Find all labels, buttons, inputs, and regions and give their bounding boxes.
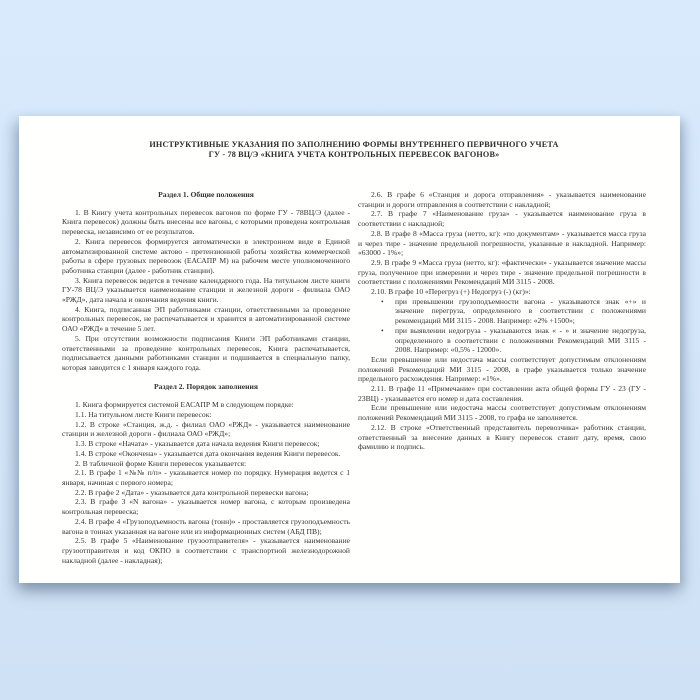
paragraph-s2-2: 2. В табличной форме Книги перевесок указывается: xyxy=(75,458,247,468)
section-2-heading: Раздел 2. Порядок заполнения xyxy=(154,381,258,391)
paragraph-s2-2-4: 2.4. В графе 4 «Грузоподъемность вагона (тонн)» - проставляется грузоподъемность вагона в тоннах указанная на вагоне или из информационных систем (АБД ПВ); xyxy=(62,516,350,536)
paragraph-s1-2: 2. Книга перевесок формируется автоматически в электронном виде в Единой автоматизированной системе актово - претензионной работы хозяйства коммерческой работы в сфере грузовых перевозок (ЕАСАПР М) на рабочем месте уполномоченного работника станции (далее - работник станции). xyxy=(62,236,350,275)
paragraph-s2-2-6: 2.6. В графе 6 «Станция и дорога отправления» - указывается наименование станции и дороги отправления в соответствии с накладной; xyxy=(358,190,646,209)
document-columns xyxy=(62,190,646,565)
document-title xyxy=(62,140,646,160)
paragraph-s2-1: 1. Книга формируется системой ЕАСАПР М в следующем порядке: xyxy=(75,400,294,410)
paragraph-s1-1: 1. В Книгу учета контрольных перевесок вагонов по форме ГУ - 78ВЦ/Э (далее - Книга перевесок) должны быть внесены все вагоны, с которыми проведена контрольная перевеска, независимо от ее результатов. xyxy=(62,207,350,237)
paragraph-s2-2-11: 2.11. В графе 11 «Примечание» при составлении акта общей формы ГУ - 23 (ГУ - 23ВЦ) - указывается его номер и дата составления. xyxy=(358,384,646,403)
document-title-line-2: ГУ - 78 ВЦ/Э «КНИГА УЧЕТА КОНТРОЛЬНЫХ ПЕРЕВЕСОК ВАГОНОВ» xyxy=(208,150,500,159)
paragraph-note-1: Если превышение или недостача массы соответствует допустимым отклонениям положений Рекомендаций МИ 3115 - 2008, в графе указывается только значение предельного расхождения. Например: «1%». xyxy=(358,354,646,384)
paragraph-s2-2-5: 2.5. В графе 5 «Наименование грузоотправителя» - указывается наименование грузоотправителя и код ОКПО в соответствии с транспортной железнодорожной накладной (далее - накладная); xyxy=(62,536,350,565)
paragraph-s2-1-2: 1.2. В строке «Станция, ж.д. - филиал ОАО «РЖД» - указывается наименование станции и железной дороги - филиала ОАО «РЖД»; xyxy=(62,419,350,439)
section-1-heading: Раздел 1. Общие положения xyxy=(158,190,254,199)
paragraph-s2-2-9: 2.9. В графе 9 «Масса груза (нетто, кг): «фактически» - указывается значение массы груза, полученное при измерении и через тире - значение предельной погрешности в соответствии с положениями Рекомендаций МИ 3115 - 2008. xyxy=(358,257,646,287)
paragraph-s2-1-1: 1.1. На титульном листе Книги перевесок: xyxy=(75,410,212,420)
document-title-line-1: ИНСТРУКТИВНЫЕ УКАЗАНИЯ ПО ЗАПОЛНЕНИЮ ФОРМЫ ВНУТРЕННЕГО ПЕРВИЧНОГО УЧЕТА xyxy=(149,140,559,149)
paragraph-s2-2-3: 2.3. В графе 3 «N вагона» - указывается номер вагона, с которым произведена контрольная перевеска; xyxy=(62,497,350,517)
paragraph-s1-3: 3. Книга перевесок ведется в течение календарного года. На титульном листе книги ГУ-78 ВЦ/Э указывается наименование станции и железной дороги - филиала ОАО «РЖД», дата начала и окончания ведения книги. xyxy=(62,275,350,305)
paragraph-s2-1-4: 1.4. В строке «Окончена» - указывается дата окончания ведения Книги перевесок. xyxy=(75,448,341,458)
bullet-icon: • xyxy=(381,325,384,335)
paragraph-note-2: Если превышение или недостача массы соответствует допустимым отклонениям положений Рекомендаций МИ 3115 - 2008, то графа не заполняется. xyxy=(358,403,646,423)
paragraph-s2-2-8: 2.8. В графе 8 «Масса груза (нетто, кг): «по документам» - указывается масса груза и через тире - значение предельной погрешности, указанные в накладной. Например: «63000 - 1%»; xyxy=(358,228,646,258)
bullet-item xyxy=(358,326,646,355)
paragraph-s2-2-7: 2.7. В графе 7 «Наименование груза» - указывается наименование груза в соответствии с накладной; xyxy=(358,209,646,229)
paragraph-s1-4: 4. Книга, подписанная ЭП работниками станции, ответственными за проведение контрольных перевесок, не распечатывается и хранится в автоматизированной системе ОАО «РЖД» в течение 5 лет. xyxy=(62,304,350,334)
bullet-list xyxy=(358,297,646,355)
document-page xyxy=(19,116,680,583)
bullet-item-text: при выявлении недогруза - указываются знак « - » и значение недогруза, определенного в соответствии с положениями Рекомендаций МИ 3115 - 2008. Например: «0,5% - 12000». xyxy=(395,325,646,355)
paragraph-s2-2-1: 2.1. В графе 1 «№№ п/п» - указывается номер по порядку. Нумерация ведется с 1 января, начиная с первого номера; xyxy=(62,468,350,487)
paragraph-s2-2-12: 2.12. В строке «Ответственный представитель перевозчика» работник станции, ответственный за внесение данных в Книгу перевесок ставит дату, время, свою фамилию и подпись. xyxy=(358,422,646,452)
paragraph-s2-2-2: 2.2. В графе 2 «Дата» - указывается дата контрольной перевески вагона; xyxy=(75,487,309,497)
right-column xyxy=(358,190,646,452)
paragraph-s1-5: 5. При отсутствии возможности подписания Книги ЭП работниками станции, ответственными за проведение контрольных перевесок, Книга распечатывается, подписывается данными работниками станции и подшивается в специальную папку, которая заводится с 1 января каждого года. xyxy=(62,333,350,372)
bullet-icon: • xyxy=(381,296,384,306)
bullet-item xyxy=(358,297,646,326)
paragraph-s2-1-3: 1.3. В строке «Начата» - указывается дата начала ведения Книги перевесок; xyxy=(75,439,320,449)
left-column xyxy=(62,190,350,565)
paragraph-s2-2-10: 2.10. В графе 10 «Перегруз (+) Недогруз (-) (кг)»: xyxy=(371,287,531,297)
bullet-item-text: при превышении грузоподъемности вагона - указываются знак «+» и значение перегруза, определенного в соответствии с положениями рекомендаций МИ 3115 - 2008. Например: «2% +1500»; xyxy=(395,296,646,326)
